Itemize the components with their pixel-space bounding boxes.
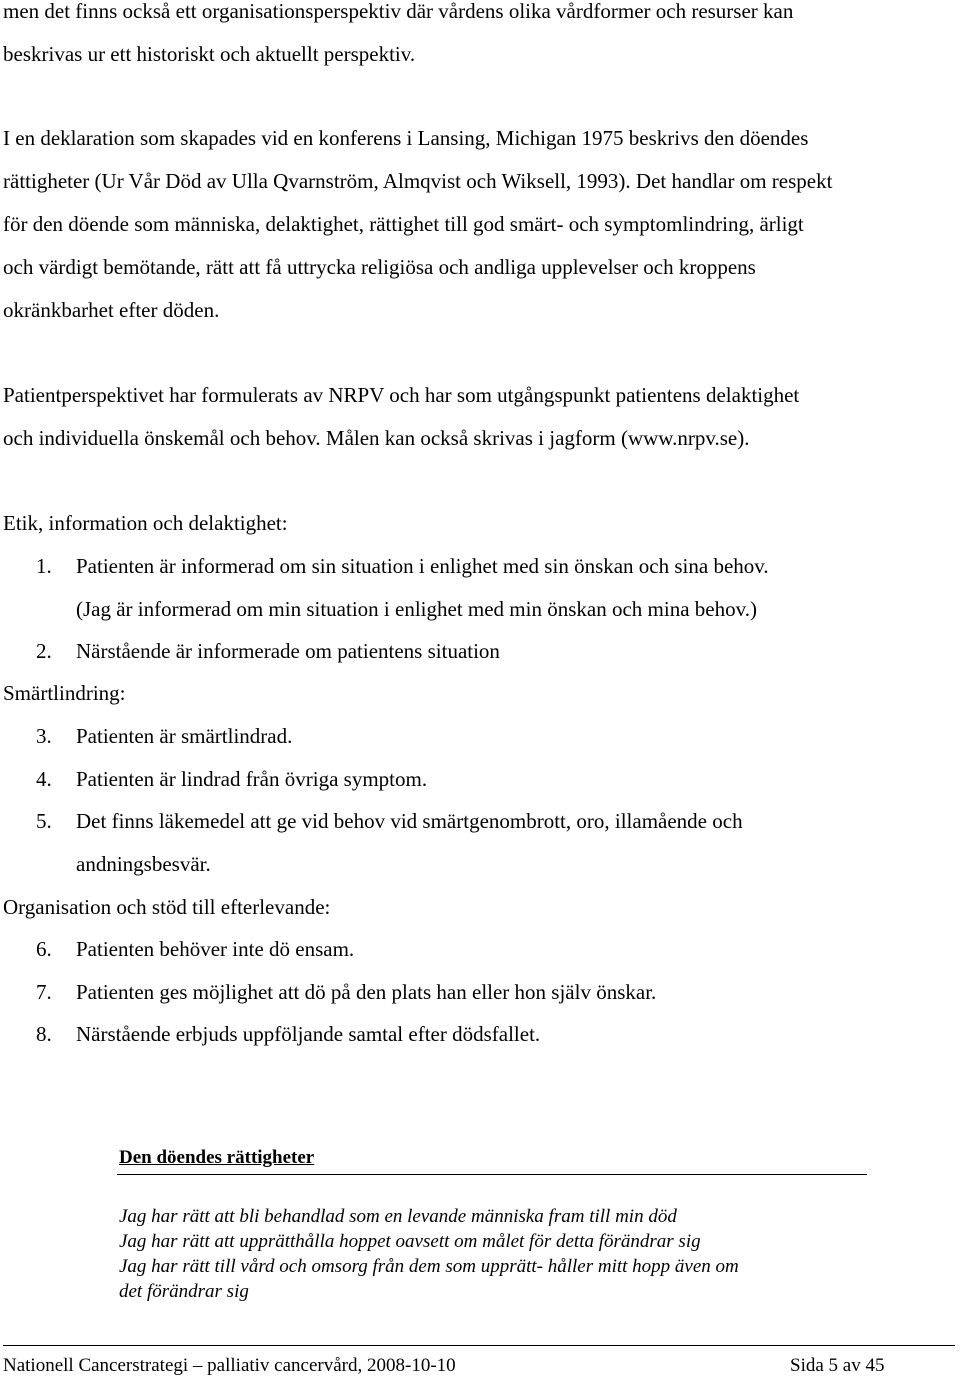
rights-line: Jag har rätt till vård och omsorg från dem som upprätt- håller mitt hopp även om: [119, 1256, 739, 1277]
organisation-heading: Organisation och stöd till efterlevande:: [3, 895, 331, 919]
patient-perspective-paragraph: [3, 374, 955, 460]
goal-item-7: [36, 971, 936, 1014]
footer-page-number: Sida 5 av 45: [790, 1355, 885, 1376]
text-line: I en deklaration som skapades vid en konferens i Lansing, Michigan 1975 beskrivs den döendes: [3, 126, 809, 150]
goal-number: 8.: [36, 1022, 52, 1046]
goal-number: 6.: [36, 937, 52, 961]
goal-text-line: Patienten är lindrad från övriga symptom.: [76, 767, 428, 791]
text-line: men det finns också ett organisationsperspektiv där vårdens olika vårdformer och resurser kan: [3, 0, 794, 23]
goal-item-4: [36, 758, 936, 801]
goal-text-line: Patienten är smärtlindrad.: [76, 724, 293, 748]
goal-item-5: [36, 800, 936, 886]
rights-line: Jag har rätt att bli behandlad som en levande människa fram till min död: [119, 1206, 677, 1227]
text-line: okränkbarhet efter döden.: [3, 298, 220, 322]
text-line: och individuella önskemål och behov. Målen kan också skrivas i jagform (www.nrpv.se).: [3, 426, 750, 450]
goal-text-line: Patienten är informerad om sin situation i enlighet med sin önskan och sina behov.: [76, 554, 769, 578]
goal-item-3: [36, 715, 936, 758]
ethics-heading: Etik, information och delaktighet:: [3, 511, 288, 535]
goal-item-8: [36, 1013, 936, 1056]
text-line: rättigheter (Ur Vår Död av Ulla Qvarnström, Almqvist och Wiksell, 1993). Det handlar om respekt: [3, 169, 833, 193]
goal-number: 7.: [36, 980, 52, 1004]
goal-item-1: [36, 545, 936, 631]
goal-number: 3.: [36, 724, 52, 748]
text-line: för den döende som människa, delaktighet, rättighet till god smärt- och symptomlindring, ärligt: [3, 212, 804, 236]
rights-box-text: [119, 1204, 739, 1304]
goal-item-6: [36, 928, 936, 971]
goal-item-2: [36, 630, 936, 673]
rights-line: det förändrar sig: [119, 1281, 249, 1302]
pain-relief-heading: Smärtlindring:: [3, 681, 126, 705]
goal-text-line: andningsbesvär.: [76, 852, 211, 876]
goal-number: 5.: [36, 809, 52, 833]
goal-text-line: Patienten behöver inte dö ensam.: [76, 937, 355, 961]
goal-number: 1.: [36, 554, 52, 578]
footer-divider: [3, 1345, 955, 1346]
text-line: beskrivas ur ett historiskt och aktuellt perspektiv.: [3, 42, 416, 66]
intro-paragraph: [3, 0, 955, 76]
goal-text-line: Patienten ges möjlighet att dö på den plats han eller hon själv önskar.: [76, 980, 657, 1004]
text-line: Patientperspektivet har formulerats av NRPV och har som utgångspunkt patientens delaktighet: [3, 383, 800, 407]
goal-text-line: Närstående är informerade om patientens situation: [76, 639, 500, 663]
goal-number: 2.: [36, 639, 52, 663]
rights-box-title: Den döendes rättigheter: [119, 1147, 315, 1168]
goal-text-line: Det finns läkemedel att ge vid behov vid smärtgenombrott, oro, illamående och: [76, 809, 743, 833]
goal-number: 4.: [36, 767, 52, 791]
rights-box-divider: [117, 1174, 867, 1175]
text-line: och värdigt bemötande, rätt att få uttrycka religiösa och andliga upplevelser och kroppens: [3, 255, 756, 279]
rights-line: Jag har rätt att upprätthålla hoppet oavsett om målet för detta förändrar sig: [119, 1231, 701, 1252]
goal-text-line: (Jag är informerad om min situation i enlighet med min önskan och mina behov.): [76, 597, 757, 621]
footer-document-title: Nationell Cancerstrategi – palliativ cancervård, 2008-10-10: [3, 1355, 456, 1376]
declaration-paragraph: [3, 117, 955, 332]
goal-text-line: Närstående erbjuds uppföljande samtal efter dödsfallet.: [76, 1022, 541, 1046]
